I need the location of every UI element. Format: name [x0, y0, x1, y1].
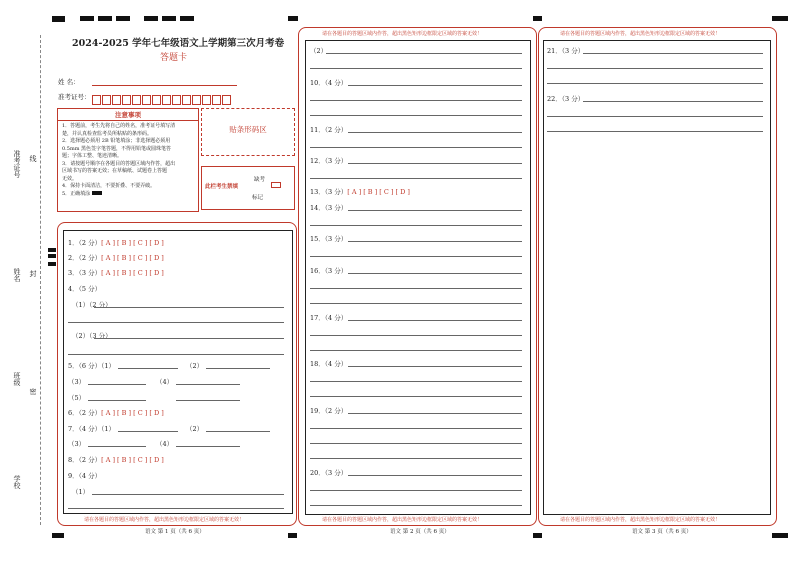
answer-line[interactable] — [310, 115, 522, 116]
question-19: 19．（2 分） — [310, 407, 348, 415]
question-18: 18．（4 分） — [310, 360, 348, 368]
question-20: 20．（3 分） — [310, 469, 348, 477]
notice-item: 5．正确填涂 — [62, 191, 194, 199]
answer-line[interactable] — [348, 210, 522, 211]
answer-line[interactable] — [310, 443, 522, 444]
answer-line[interactable] — [310, 335, 522, 336]
answer-line[interactable] — [310, 288, 522, 289]
question-16: 16．（3 分） — [310, 267, 348, 275]
registration-mark — [772, 16, 788, 21]
answer-line[interactable] — [310, 381, 522, 382]
question-5-5: （5） — [68, 394, 86, 402]
choice-options[interactable]: [ A ] [ B ] [ C ] [ D ] — [347, 188, 410, 196]
answer-line[interactable] — [310, 458, 522, 459]
answer-line[interactable] — [310, 225, 522, 226]
registration-mark — [144, 16, 158, 21]
registration-mark — [533, 16, 542, 21]
question-14: 14．（3 分） — [310, 204, 348, 212]
answer-line[interactable] — [310, 178, 522, 179]
registration-mark — [52, 16, 65, 22]
absent-checkbox[interactable] — [271, 182, 281, 188]
barcode-label: 贴条形码区 — [229, 125, 267, 134]
side-label-school: 学校 — [13, 475, 21, 489]
question-7: 7．（4 分）（1） — [68, 425, 115, 433]
answer-line[interactable] — [310, 428, 522, 429]
registration-mark — [48, 254, 56, 258]
question-6: 6．（2 分）[ A ] [ B ] [ C ] [ D ] — [68, 409, 164, 417]
notice-item: 0.5mm 黑色签字笔答题，不得用铅笔或圆珠笔答 — [62, 145, 172, 152]
answer-line[interactable] — [310, 505, 522, 506]
ticket-number-field[interactable] — [92, 90, 232, 109]
answer-line[interactable] — [348, 132, 522, 133]
boundary-warning: 请在各题目的答题区域内作答，超出黑色矩形边框限定区域的答案无效！ — [322, 517, 483, 523]
answer-line[interactable] — [206, 431, 270, 432]
answer-line[interactable] — [547, 116, 763, 117]
question-22: 22．（3 分） — [547, 95, 585, 103]
filled-mark-example — [92, 191, 102, 195]
question-13: 13．（3 分）[ A ] [ B ] [ C ] [ D ] — [310, 188, 410, 196]
answer-line[interactable] — [68, 354, 284, 355]
question-12: 12．（3 分） — [310, 157, 348, 165]
answer-line[interactable] — [348, 475, 522, 476]
question-5: 5．（6 分）（1） — [68, 362, 115, 370]
answer-line[interactable] — [547, 131, 763, 132]
answer-line[interactable] — [88, 384, 146, 385]
question-1: 1．（2 分）[ A ] [ B ] [ C ] [ D ] — [68, 239, 164, 247]
barcode-area — [201, 108, 295, 156]
binding-dashed-line — [40, 35, 41, 525]
registration-mark — [48, 262, 56, 266]
side-label-dense: 密 — [29, 388, 37, 395]
ticket-label: 准考证号： — [58, 93, 91, 101]
registration-mark — [288, 533, 297, 538]
answer-line[interactable] — [92, 494, 284, 495]
notice-item: 2．选择题必须用 2B 铅笔填涂；非选择题必须用 — [62, 138, 171, 144]
choice-options[interactable]: [ A ] [ B ] [ C ] [ D ] — [101, 239, 164, 247]
page-footer-3: 语文 第 3 页（共 6 页） — [632, 529, 692, 535]
boundary-warning: 请在各题目的答题区域内作答，超出黑色矩形边框限定区域的答案无效！ — [560, 31, 721, 37]
registration-mark — [772, 533, 788, 538]
answer-line[interactable] — [176, 400, 240, 401]
question-2: 2．（2 分）[ A ] [ B ] [ C ] [ D ] — [68, 254, 164, 262]
question-4-2: （2）（3 分） — [72, 332, 112, 340]
answer-line[interactable] — [310, 147, 522, 148]
answer-line[interactable] — [583, 101, 763, 102]
answer-line[interactable] — [88, 400, 146, 401]
answer-line[interactable] — [94, 338, 284, 339]
question-10: 10．（4 分） — [310, 79, 348, 87]
answer-line[interactable] — [348, 366, 522, 367]
question-8: 8．（2 分）[ A ] [ B ] [ C ] [ D ] — [68, 456, 164, 464]
question-9-2: （2） — [310, 47, 328, 55]
question-4-1: （1）（2 分） — [72, 301, 112, 309]
notice-title: 注意事项 — [58, 109, 198, 121]
choice-options[interactable]: [ A ] [ B ] [ C ] [ D ] — [101, 254, 164, 262]
notice-item: 题；字体工整、笔迹清晰。 — [62, 153, 123, 159]
answer-line[interactable] — [547, 68, 763, 69]
answer-line[interactable] — [583, 53, 763, 54]
notice-item: 楚，并认真检查监考员所粘贴的条形码。 — [62, 130, 153, 137]
question-5-3: （3） — [68, 378, 86, 386]
answer-line[interactable] — [176, 384, 240, 385]
answer-frame-3 — [543, 40, 771, 515]
answer-line[interactable] — [547, 83, 763, 84]
question-7-3: （3） — [68, 440, 86, 448]
side-label-class: 班级 — [13, 372, 21, 386]
registration-mark — [98, 16, 112, 21]
answer-line[interactable] — [348, 241, 522, 242]
answer-line[interactable] — [176, 446, 240, 447]
choice-options[interactable]: [ A ] [ B ] [ C ] [ D ] — [101, 269, 164, 277]
notice-item: 区域书写的答案无效；在草稿纸、试题卷上答题 — [62, 168, 168, 174]
question-4: 4．（5 分） — [68, 285, 102, 293]
notice-list — [58, 121, 198, 200]
answer-line[interactable] — [348, 163, 522, 164]
question-7-4: （4） — [156, 440, 174, 448]
answer-line[interactable] — [348, 320, 522, 321]
exam-title: 2024-2025 学年七年级语文上学期第三次月考卷 — [72, 38, 285, 49]
answer-line[interactable] — [310, 303, 522, 304]
mark-text: 标记 — [252, 195, 264, 201]
registration-mark — [288, 16, 298, 21]
question-17: 17．（4 分） — [310, 314, 348, 322]
answer-line[interactable] — [118, 368, 178, 369]
answer-line[interactable] — [206, 368, 270, 369]
question-15: 15．（3 分） — [310, 235, 348, 243]
answer-line[interactable] — [68, 322, 284, 323]
registration-mark — [533, 533, 542, 538]
answer-line[interactable] — [348, 273, 522, 274]
question-9-1: （1） — [72, 488, 90, 496]
side-label-ticket: 准考证号 — [13, 150, 21, 178]
side-label-line: 线 — [29, 155, 37, 162]
side-label-name: 姓名 — [13, 268, 21, 282]
notice-item: 无效。 — [62, 175, 78, 182]
absent-text: 缺考 — [254, 177, 266, 183]
boundary-warning: 请在各题目的答题区域内作答，超出黑色矩形边框限定区域的答案无效！ — [560, 517, 721, 523]
notice-item: 3．请按题号顺序在各题目的答题区域内作答，超出 — [62, 160, 176, 167]
notice-item: 4．保持卡面清洁，不要折叠、不要弄破。 — [62, 183, 156, 189]
answer-line[interactable] — [118, 431, 178, 432]
answer-line[interactable] — [310, 396, 522, 397]
choice-options[interactable]: [ A ] [ B ] [ C ] [ D ] — [101, 409, 164, 417]
answer-sheet-subtitle: 答题卡 — [160, 53, 188, 63]
answer-line[interactable] — [310, 68, 522, 69]
page-footer-2: 语文 第 2 页（共 6 页） — [390, 529, 450, 535]
answer-line[interactable] — [88, 446, 146, 447]
side-label-seal: 封 — [29, 270, 37, 277]
registration-mark — [52, 533, 64, 538]
absent-label: 此栏考生禁填 — [205, 184, 239, 190]
question-5-2: （2） — [186, 362, 204, 370]
answer-line[interactable] — [310, 100, 522, 101]
registration-mark — [162, 16, 176, 21]
question-3: 3．（3 分）[ A ] [ B ] [ C ] [ D ] — [68, 269, 164, 277]
question-11: 11．（2 分） — [310, 126, 348, 134]
question-5-4: （4） — [156, 378, 174, 386]
registration-mark — [80, 16, 94, 21]
question-9: 9．（4 分） — [68, 472, 102, 480]
registration-mark — [180, 16, 194, 21]
page-footer-1: 语文 第 1 页（共 6 页） — [145, 529, 205, 535]
answer-line[interactable] — [94, 307, 284, 308]
choice-options[interactable]: [ A ] [ B ] [ C ] [ D ] — [101, 456, 164, 464]
name-field[interactable] — [92, 85, 237, 86]
boundary-warning: 请在各题目的答题区域内作答，超出黑色矩形边框限定区域的答案无效！ — [322, 31, 483, 37]
boundary-warning: 请在各题目的答题区域内作答，超出黑色矩形边框限定区域的答案无效！ — [84, 517, 245, 523]
notice-item: 1．答题前，考生先将自己的姓名，准考证号填写清 — [62, 123, 176, 129]
question-7-2: （2） — [186, 425, 204, 433]
answer-line[interactable] — [310, 256, 522, 257]
registration-mark — [48, 248, 56, 252]
answer-line[interactable] — [68, 508, 284, 509]
question-21: 21．（3 分） — [547, 47, 585, 55]
notice-box — [57, 108, 199, 212]
answer-line[interactable] — [326, 53, 522, 54]
absent-box — [201, 166, 295, 210]
answer-line[interactable] — [310, 490, 522, 491]
answer-line[interactable] — [310, 350, 522, 351]
answer-line[interactable] — [348, 85, 522, 86]
name-label: 姓 名： — [58, 78, 80, 86]
answer-line[interactable] — [348, 413, 522, 414]
registration-mark — [116, 16, 130, 21]
